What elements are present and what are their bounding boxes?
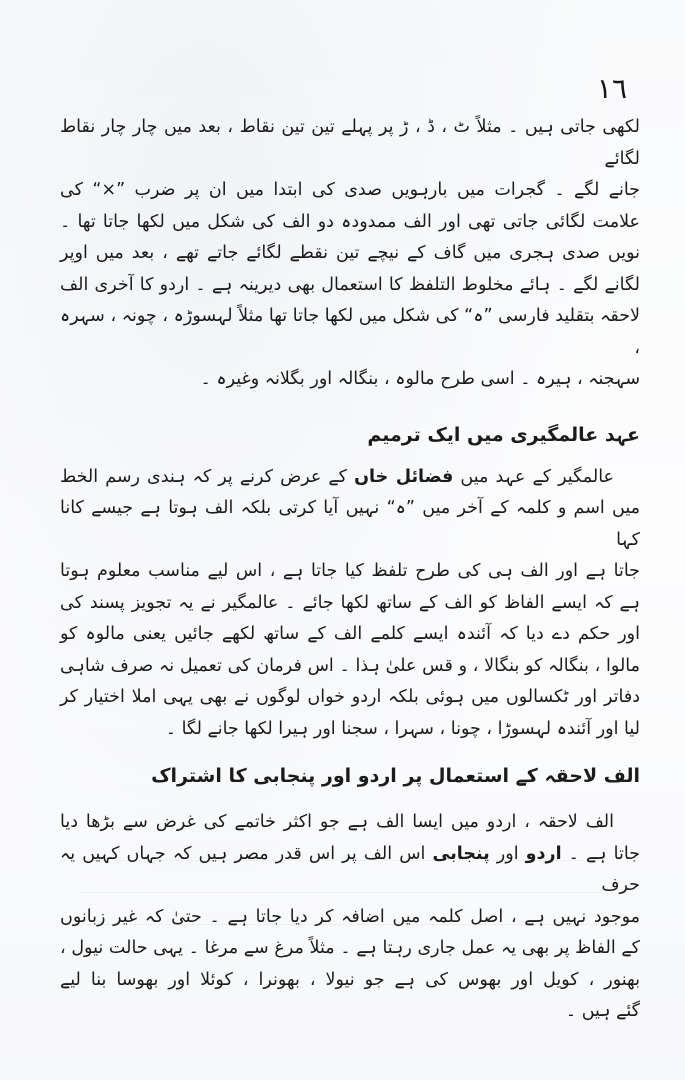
text-line: بھنور ، کویل اور بھوس کی ہے جو نیولا ، بھونرا ، کوئلا اور بھوسا بنا لیے	[60, 969, 640, 990]
page-content	[60, 112, 640, 1028]
text-line: علامت لگائی جاتی تھی اور الف ممدودہ دو الف کی شکل میں لکھا جاتا تھا ۔	[60, 211, 640, 232]
bleed-through-shadow	[80, 860, 600, 861]
text-line: موجود نہیں ہے ، اصل کلمہ میں اضافہ کر دیا جاتا ہے ۔ حتیٰ کہ غیر زبانوں	[60, 906, 640, 927]
text-line: جاتا ہے اور الف ہی کی طرح تلفظ کیا جاتا ہے ، اس لیے مناسب معلوم ہوتا	[60, 561, 640, 581]
section-heading-alamgir-reform: عہد عالمگیری میں ایک ترمیم	[367, 423, 640, 446]
term-urdu: اردو	[525, 843, 562, 864]
text-line: نویں صدی ہجری میں گاف کے نیچے تین نقطے لگائے جاتے تھے ، بعد میں اوپر	[60, 243, 640, 263]
text-line: مالوا ، بنگالہ کو بنگالا ، و قس علیٰ ہذا ۔ اس فرمان کی تعمیل نہ صرف شاہی	[60, 655, 640, 676]
text-line: لیا اور آئندہ لہسوڑا ، چونا ، سہرا ، سجنا اور ہیرا لکھا جانے لگا ۔	[165, 718, 640, 739]
text-line: لگانے لگے ۔ ہائے مخلوط التلفظ کا استعمال بھی دیرینہ ہے ۔ اردو کا آخری الف	[60, 274, 640, 295]
page-number: ١٦	[596, 72, 627, 105]
name-fazail-khan: فضائل خاں	[354, 466, 454, 487]
text-run: کے عرض کرنے پر کہ ہندی رسم الخط	[60, 466, 355, 487]
paragraph-alamgir-reform	[60, 462, 640, 746]
section-heading-alif-suffix: الف لاحقہ کے استعمال پر اردو اور پنجابی کا اشتراک	[151, 765, 640, 787]
text-line: ہے کہ ایسے الفاظ کو الف کے ساتھ لکھا جائے ۔ عالمگیر نے یہ تجویز پسند کی	[60, 592, 640, 613]
term-punjabi: پنجابی	[432, 843, 490, 864]
text-line: میں اسم و کلمہ کے آخر میں ”ہ“ نہیں آیا کرتی بلکہ الف ہوتا ہے جیسے کانا کہا	[60, 498, 640, 550]
text-line: لکھی جاتی ہیں ۔ مثلاً ٹ ، ڈ ، ڑ پر پہلے تین تین نقاط ، بعد میں چار چار نقاط لگائے	[60, 117, 640, 169]
text-line: کے الفاظ پر بھی یہ عمل جاری رہتا ہے ۔ مثلاً مرغ سے مرغا ۔ یہی حالت نیول ،	[60, 938, 640, 958]
text-run: جاتا ہے ۔	[561, 843, 640, 864]
text-run: اس الف پر اس قدر مصر ہیں کہ جہاں کہیں یہ حرف	[60, 843, 640, 895]
text-line: لاحقہ بتقلید فارسی ”ہ“ کی شکل میں لکھا جاتا تھا مثلاً لہسوڑہ ، چونہ ، سہرہ ،	[60, 306, 640, 358]
text-line: گئے ہیں ۔	[565, 1001, 640, 1021]
paragraph-orthography-history	[60, 112, 640, 396]
text-line: الف لاحقہ ، اردو میں ایسا الف ہے جو اکثر خاتمے کی غرض سے بڑھا دیا	[60, 812, 614, 832]
text-line	[60, 462, 640, 494]
text-line: جانے لگے ۔ گجرات میں بارہویں صدی کی ابتدا میں ان پر ضرب ”×“ کی	[60, 180, 640, 200]
text-line: اور حکم دے دیا کہ آئندہ ایسے کلمے الف کے ساتھ لکھے جائیں یعنی مالوہ کو	[60, 624, 640, 644]
text-run: عالمگیر کے عہد میں	[453, 466, 614, 487]
paragraph-alif-suffix	[60, 807, 640, 1028]
text-line: سہجنہ ، ہیرہ ۔ اسی طرح مالوہ ، بنگالہ اور بگلانہ وغیرہ ۔	[200, 369, 640, 389]
text-line: دفاتر اور ٹکسالوں میں ہوئی بلکہ اردو خواں لوگوں نے بھی یہی املا اختیار کر	[60, 687, 640, 707]
bleed-through-shadow	[80, 892, 600, 893]
text-run: اور	[489, 843, 526, 864]
bleed-through-shadow	[80, 924, 600, 925]
